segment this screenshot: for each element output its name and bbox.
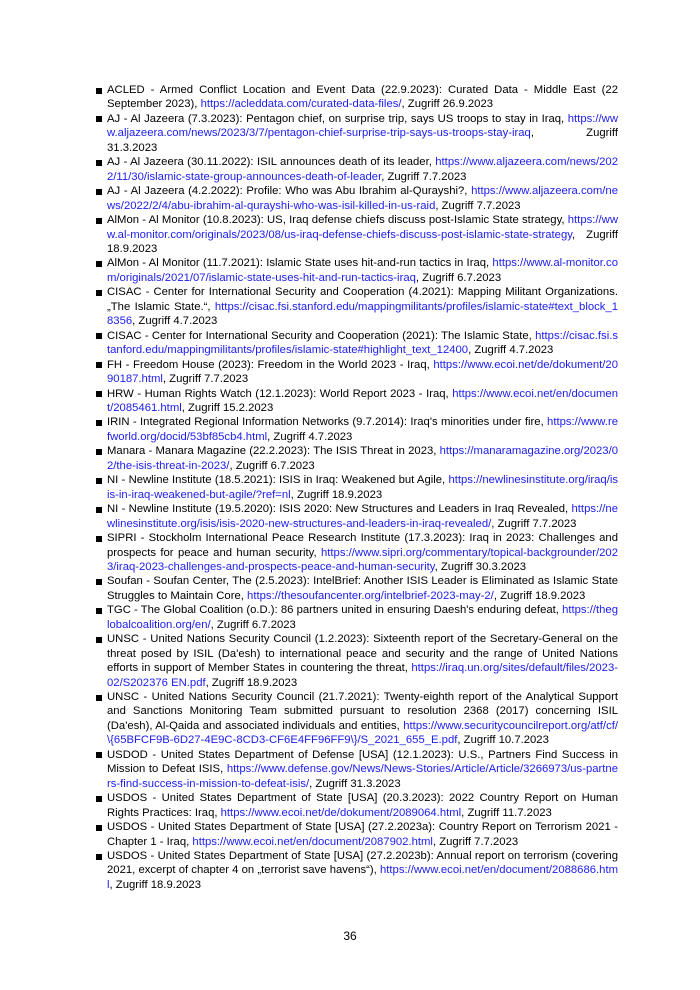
reference-access-date: , Zugriff 7.7.2023 xyxy=(432,835,519,848)
reference-text: TGC - The Global Coalition (o.D.): 86 partners united in ensuring Daesh's enduring defeat, xyxy=(107,604,563,617)
bullet-square-icon xyxy=(96,449,102,455)
bullet-square-icon xyxy=(96,88,102,94)
reference-item xyxy=(96,387,618,416)
reference-item xyxy=(96,285,618,328)
reference-access-date: , Zugriff 11.7.2023 xyxy=(461,806,552,819)
reference-link[interactable]: https://www.ecoi.net/en/document/2085461.html xyxy=(107,387,618,414)
reference-text: AJ - Al Jazeera (7.3.2023): Pentagon chief, on surprise trip, says US troops to stay in Iraq, xyxy=(107,112,568,125)
reference-link[interactable]: https://theglobalcoalition.org/en/ xyxy=(107,604,618,631)
reference-item xyxy=(96,849,618,892)
reference-item xyxy=(96,256,618,285)
reference-access-date: , Zugriff 18.9.2023 xyxy=(205,676,298,689)
reference-link[interactable]: https://cisac.fsi.stanford.edu/mappingmilitants/profiles/islamic-state#text_block_18356 xyxy=(107,300,618,328)
reference-link[interactable]: https://www.aljazeera.com/news/2022/11/30/islamic-state-group-announces-death-of-leader xyxy=(107,156,618,183)
reference-link[interactable]: https://acleddata.com/curated-data-files/ xyxy=(200,98,402,111)
reference-text: USDOS - United States Department of State [USA] (27.2.2023a): Country Report on Terrorism 2021 - Chapter 1 - Iraq, xyxy=(107,821,618,848)
reference-item xyxy=(96,358,618,387)
reference-text: CISAC - Center for International Security and Cooperation (4.2021): Mapping Militant Organizations. „The Islamic State.“, xyxy=(107,286,618,313)
reference-text: NI - Newline Institute (19.5.2020): ISIS 2020: New Structures and Leaders in Iraq Revealed, xyxy=(107,503,572,516)
reference-item xyxy=(96,531,618,574)
bullet-square-icon xyxy=(96,218,102,224)
reference-item xyxy=(96,83,618,112)
reference-text: FH - Freedom House (2023): Freedom in the World 2023 - Iraq, xyxy=(107,358,434,371)
bullet-square-icon xyxy=(96,579,102,585)
reference-access-date: , Zugriff 15.2.2023 xyxy=(181,401,274,414)
reference-item xyxy=(96,791,618,820)
reference-access-date: , Zugriff 7.7.2023 xyxy=(162,373,249,386)
reference-item xyxy=(96,444,618,473)
reference-item xyxy=(96,690,618,748)
reference-text: CISAC - Center for International Security and Cooperation (2021): The Islamic State, xyxy=(107,329,536,342)
reference-access-date: , Zugriff 18.9.2023 xyxy=(290,488,383,501)
reference-item xyxy=(96,603,618,632)
reference-link[interactable]: https://thesoufancenter.org/intelbrief-2023-may-2/ xyxy=(247,589,494,602)
bullet-square-icon xyxy=(96,637,102,643)
reference-item xyxy=(96,748,618,791)
reference-text: UNSC - United Nations Security Council (1.2.2023): Sixteenth report of the Secretary-General on the threat posed by ISIL (Da'esh) to international peace and security and the range of United Nations efforts in support of Member States in countering the threat, xyxy=(107,633,618,675)
reference-access-date: , Zugriff 30.3.2023 xyxy=(434,560,527,573)
reference-text: USDOD - United States Department of Defense [USA] (12.1.2023): U.S., Partners Find Success in Mission to Defeat ISIS, xyxy=(107,748,618,776)
reference-item xyxy=(96,184,618,213)
bullet-square-icon xyxy=(96,160,102,166)
reference-access-date: , Zugriff 18.9.2023 xyxy=(107,228,618,255)
bullet-square-icon xyxy=(96,608,102,614)
reference-item xyxy=(96,155,618,184)
reference-access-date: , Zugriff 6.7.2023 xyxy=(229,459,315,472)
bullet-square-icon xyxy=(96,825,102,831)
reference-item xyxy=(96,415,618,444)
reference-item xyxy=(96,632,618,690)
reference-link[interactable]: https://www.refworld.org/docid/53bf85cb4.html xyxy=(107,416,618,443)
reference-link[interactable]: https://newlinesinstitute.org/iraq/isis-in-iraq-weakened-but-agile/?ref=nl xyxy=(107,474,618,501)
reference-link[interactable]: https://iraq.un.org/sites/default/files/2023-02/S202376 EN.pdf xyxy=(107,662,618,689)
reference-item xyxy=(96,820,618,849)
reference-item xyxy=(96,213,618,256)
reference-link[interactable]: https://www.defense.gov/News/News-Stories/Article/Article/3266973/us-partners-find-success-in-mission-to-defeat-isis/ xyxy=(107,763,618,790)
bullet-square-icon xyxy=(96,362,102,368)
reference-link[interactable]: https://www.aljazeera.com/news/2022/2/4/abu-ibrahim-al-qurayshi-who-was-isil-killed-in-us-raid xyxy=(107,185,618,212)
reference-text: Soufan - Soufan Center, The (2.5.2023): IntelBrief: Another ISIS Leader is Eliminated as Islamic State Struggles to Maintain Core, xyxy=(107,575,618,602)
bullet-square-icon xyxy=(96,333,102,339)
reference-item xyxy=(96,574,618,603)
reference-access-date: , Zugriff 26.9.2023 xyxy=(401,98,494,111)
reference-link[interactable]: https://www.ecoi.net/de/dokument/2090187.html xyxy=(107,358,618,386)
reference-link[interactable]: https://www.al-monitor.com/originals/2023/08/us-iraq-defense-chiefs-discuss-post-islamic-state-strategy xyxy=(107,214,618,241)
bullet-square-icon xyxy=(96,854,102,860)
reference-access-date: , Zugriff 7.7.2023 xyxy=(435,199,521,212)
page-number: 36 xyxy=(343,929,357,943)
reference-access-date: , Zugriff 18.9.2023 xyxy=(493,589,586,602)
reference-access-date: , Zugriff 18.9.2023 xyxy=(109,878,201,891)
bullet-square-icon xyxy=(96,420,102,426)
reference-access-date: , Zugriff 6.7.2023 xyxy=(415,271,502,284)
bullet-square-icon xyxy=(96,796,102,802)
reference-text: AJ - Al Jazeera (30.11.2022): ISIL announces death of its leader, xyxy=(107,156,436,169)
reference-link[interactable]: https://cisac.fsi.stanford.edu/mappingmilitants/profiles/islamic-state#highlight_text_12400 xyxy=(107,329,618,357)
reference-link[interactable]: https://www.ecoi.net/de/dokument/2089064.html xyxy=(220,806,462,819)
bullet-square-icon xyxy=(96,536,102,542)
reference-text: AJ - Al Jazeera (4.2.2022): Profile: Who was Abu Ibrahim al-Qurayshi?, xyxy=(107,185,472,198)
reference-access-date: , Zugriff 4.7.2023 xyxy=(267,430,353,443)
reference-access-date: , Zugriff 7.7.2023 xyxy=(381,170,467,183)
bullet-square-icon xyxy=(96,116,102,122)
reference-access-date: , Zugriff 4.7.2023 xyxy=(132,315,218,328)
reference-text: UNSC - United Nations Security Council (21.7.2021): Twenty-eighth report of the Analytical Support and Sanctions Monitoring Team submitted pursuant to resolution 2368 (2017) concerning ISIL (Da'esh), Al-Qaida and associated individuals and entities, xyxy=(107,691,618,732)
reference-link[interactable]: https://www.securitycouncilreport.org/atf/cf/\{65BFCF9B-6D27-4E9C-8CD3-CF6E4FF96FF9\}/S_2021_655_E.pdf xyxy=(107,719,618,747)
reference-text: Manara - Manara Magazine (22.2.2023): The ISIS Threat in 2023, xyxy=(107,445,440,458)
reference-item xyxy=(96,329,618,358)
reference-link[interactable]: https://www.sipri.org/commentary/topical-backgrounder/2023/iraq-2023-challenges-and-prospects-peace-and-human-security xyxy=(107,546,618,573)
reference-link[interactable]: https://www.aljazeera.com/news/2023/3/7/pentagon-chief-surprise-trip-says-us-troops-stay-iraq xyxy=(107,112,618,140)
reference-text: USDOS - United States Department of State [USA] (27.2.2023b): Annual report on terrorism (covering 2021, excerpt of chapter 4 on „terrorist save havens“), xyxy=(107,850,618,877)
reference-text: USDOS - United States Department of State [USA] (20.3.2023): 2022 Country Report on Human Rights Practices: Iraq, xyxy=(107,792,618,819)
reference-link[interactable]: https://www.ecoi.net/en/document/2087902.html xyxy=(192,835,433,848)
bullet-square-icon xyxy=(96,752,102,758)
reference-text: HRW - Human Rights Watch (12.1.2023): World Report 2023 - Iraq, xyxy=(107,387,453,400)
bullet-square-icon xyxy=(96,478,102,484)
reference-text: IRIN - Integrated Regional Information Networks (9.7.2014): Iraq's minorities under fire, xyxy=(107,416,548,429)
bullet-square-icon xyxy=(96,261,102,267)
reference-link[interactable]: https://www.ecoi.net/en/document/2088686.html xyxy=(107,864,618,891)
reference-text: SIPRI - Stockholm International Peace Research Institute (17.3.2023): Iraq in 2023: Challenges and prospects for peace and human security, xyxy=(107,532,618,559)
bullet-square-icon xyxy=(96,391,102,397)
reference-item xyxy=(96,473,618,502)
bullet-square-icon xyxy=(96,189,102,195)
bullet-square-icon xyxy=(96,507,102,513)
reference-item xyxy=(96,502,618,531)
reference-text: AlMon - Al Monitor (11.7.2021): Islamic State uses hit-and-run tactics in Iraq, xyxy=(107,257,493,270)
reference-access-date: , Zugriff 10.7.2023 xyxy=(457,734,549,747)
reference-access-date: , Zugriff 4.7.2023 xyxy=(468,344,554,357)
reference-item xyxy=(96,112,618,155)
reference-text: NI - Newline Institute (18.5.2021): ISIS in Iraq: Weakened but Agile, xyxy=(107,474,449,487)
reference-link[interactable]: https://www.al-monitor.com/originals/2021/07/islamic-state-uses-hit-and-run-tactics-iraq xyxy=(107,257,618,284)
reference-access-date: , Zugriff 31.3.2023 xyxy=(107,127,618,154)
reference-link[interactable]: https://manaramagazine.org/2023/02/the-isis-threat-in-2023/ xyxy=(107,445,618,472)
bullet-square-icon xyxy=(96,695,102,701)
reference-text: ACLED - Armed Conflict Location and Event Data (22.9.2023): Curated Data - Middle East (22 September 2023), xyxy=(107,84,618,111)
reference-link[interactable]: https://newlinesinstitute.org/isis/isis-2020-new-structures-and-leaders-in-iraq-revealed/ xyxy=(107,503,618,530)
reference-text: AlMon - Al Monitor (10.8.2023): US, Iraq defense chiefs discuss post-Islamic State strategy, xyxy=(107,214,568,227)
reference-access-date: , Zugriff 7.7.2023 xyxy=(491,517,577,530)
reference-list xyxy=(96,83,618,892)
bullet-square-icon xyxy=(96,290,102,296)
reference-access-date: , Zugriff 6.7.2023 xyxy=(210,618,296,631)
reference-access-date: , Zugriff 31.3.2023 xyxy=(309,777,401,790)
